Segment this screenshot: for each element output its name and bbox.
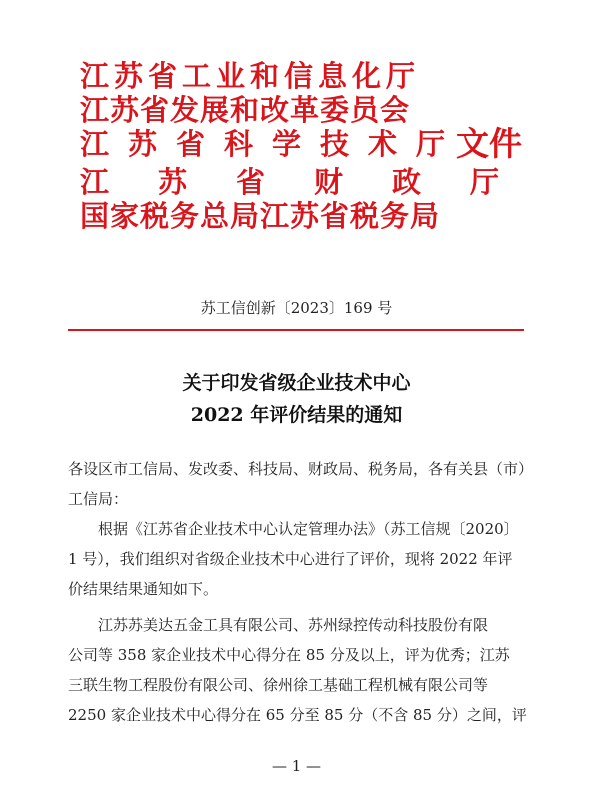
issuer-line-5: 国家税务总局江苏省税务局 [80,199,441,233]
body-line: 1 号），我们组织对省级企业技术中心进行了评价，现将 2022 年评 [68,550,513,568]
body-line: 各设区市工信局、发改委、科技局、财政局、税务局，各有关县（市） [68,460,534,478]
body-line: 江苏苏美达五金工具有限公司、苏州绿控传动科技股份有限 [98,616,489,634]
body-line: 价结果结果通知如下。 [68,580,219,598]
issuer-line-4: 江苏省财政厅 [80,165,549,199]
issuer-line-2: 江苏省发展和改革委员会 [80,93,411,127]
notice-title-line-2: 2022 年评价结果的通知 [190,404,403,426]
body-line: 工信局： [68,490,129,508]
document-suffix: 文件 [456,124,522,163]
red-divider [68,329,524,331]
body-line: 2250 家企业技术中心得分在 65 分至 85 分（不含 85 分）之间，评 [68,706,527,724]
document-number: 苏工信创新〔2023〕169 号 [200,299,393,317]
body-line: 公司等 358 家企业技术中心得分在 85 分及以上，评为优秀；江苏 [68,646,510,664]
body-line: 根据《江苏省企业技术中心认定管理办法》（苏工信规〔2020〕 [98,520,519,538]
page-number: — 1 — [271,757,322,775]
issuer-line-1: 江苏省工业和信息化厅 [80,59,421,93]
notice-title-line-1: 关于印发省级企业技术中心 [182,372,411,394]
issuer-line-3: 江苏省科学技术厅 [80,127,465,161]
body-line: 三联生物工程股份有限公司、徐州徐工基础工程机械有限公司等 [68,676,489,694]
